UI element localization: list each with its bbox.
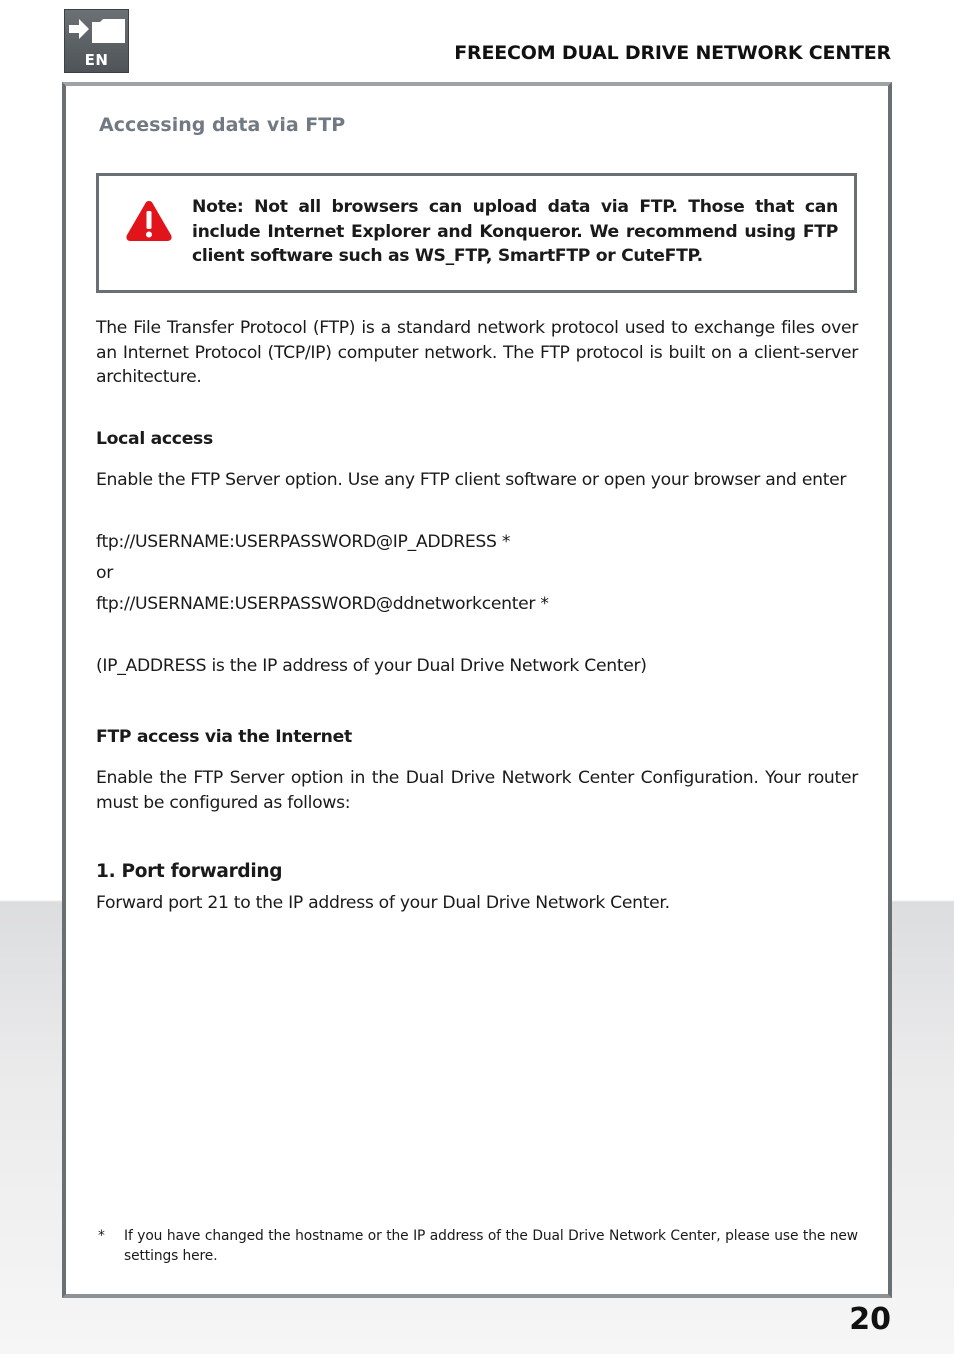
note-box [96,173,857,293]
note-text: Note: Not all browsers can upload data via FTP. Those that can include Internet Explorer and Konqueror. We recommend using FTP client software such as WS_FTP, SmartFTP or CuteFTP. [192,197,838,266]
intro-paragraph: The File Transfer Protocol (FTP) is a standard network protocol used to exchange files over an Internet Protocol (TCP/IP) computer network. The FTP protocol is built on a client-server architecture. [96,318,858,387]
warning-triangle-icon [124,198,174,244]
language-code: EN [84,51,109,69]
arrow-into-folder-icon [65,10,130,50]
page-number: 20 [849,1302,891,1337]
footnote-text: If you have changed the hostname or the IP address of the Dual Drive Network Center, please use the new settings here. [124,1228,858,1264]
local-access-text: Enable the FTP Server option. Use any FTP client software or open your browser and enter [96,470,847,490]
port-forwarding-text: Forward port 21 to the IP address of your Dual Drive Network Center. [96,893,670,913]
ip-address-explanation: (IP_ADDRESS is the IP address of your Dual Drive Network Center) [96,656,647,676]
section-title: Accessing data via FTP [99,114,346,136]
or-text: or [96,563,113,583]
language-badge [64,9,129,73]
ftp-url-ip: ftp://USERNAME:USERPASSWORD@IP_ADDRESS * [96,532,511,552]
footnote-marker: * [98,1228,105,1244]
document-header-title: FREECOM DUAL DRIVE NETWORK CENTER [454,42,891,64]
footnote [96,1226,858,1266]
internet-access-text: Enable the FTP Server option in the Dual Drive Network Center Configuration. Your router must be configured as follows: [96,768,858,813]
internet-access-heading: FTP access via the Internet [96,727,352,747]
local-access-heading: Local access [96,429,213,449]
port-forwarding-heading: 1. Port forwarding [96,861,283,882]
ftp-url-hostname: ftp://USERNAME:USERPASSWORD@ddnetworkcenter * [96,594,549,614]
